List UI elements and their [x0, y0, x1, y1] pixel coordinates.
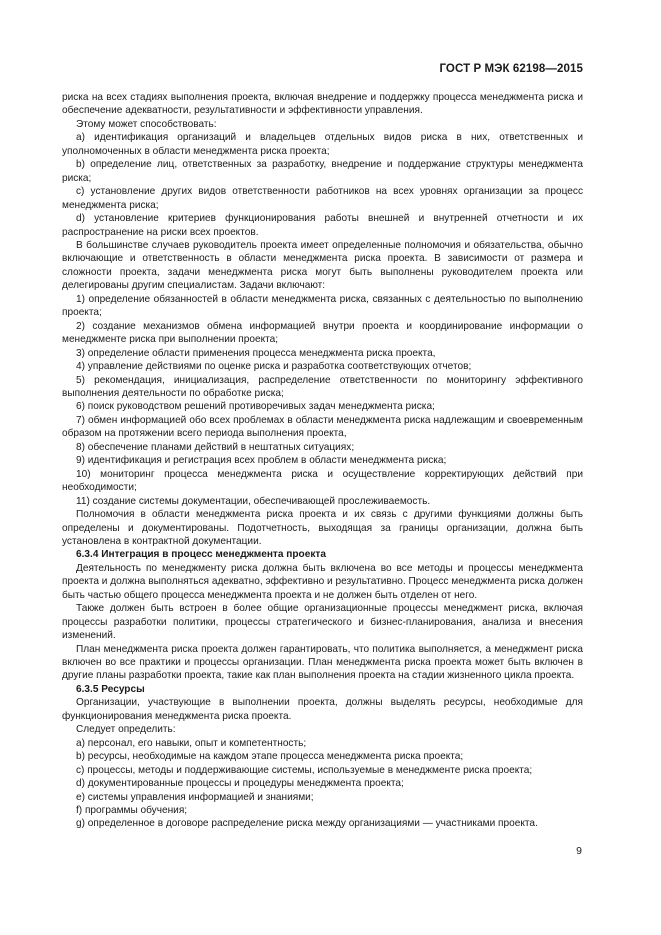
list-item: b) определение лиц, ответственных за разработку, внедрение и поддержание структуры менеджмента риска; [62, 159, 583, 184]
list-item: 10) мониторинг процесса менеджмента риска и осуществление корректирующих действий при необходимости; [62, 468, 583, 494]
list-item: b) ресурсы, необходимые на каждом этапе процесса менеджмента риска проекта; [76, 751, 464, 763]
list-item: 11) создание системы документации, обеспечивающей прослеживаемость. [76, 495, 431, 507]
paragraph: Также должен быть встроен в более общие организационные процессы менеджмент риска, включая процессы разработки политики, процессы стратегического и бизнес-планирования, анализа и внесения изменений. [62, 603, 583, 642]
paragraph-continuation: риска на всех стадиях выполнения проекта, включая внедрение и поддержку процесса менеджмента риска и обеспечение адекватности, результативности и эффективности управления. [62, 92, 583, 117]
list-item: d) установление критериев функционирования работы внешней и внутренней отчетности и их распространение на риски всех проектов. [62, 213, 583, 238]
list-item: 9) идентификация и регистрация всех проблем в области менеджмента риска; [76, 455, 447, 467]
list-item: 3) определение области применения процесса менеджмента риска проекта, [76, 347, 436, 359]
paragraph: Этому может способствовать: [76, 118, 217, 130]
list-item: 2) создание механизмов обмена информацией внутри проекта и координирование информации о менеджменте риска при выполнении проекта; [62, 320, 583, 346]
paragraph: Полномочия в области менеджмента риска проекта и их связь с другими функциями должны быть определены и документированы. Подотчетность, выходящая за границы организации, должна быть установлена в контрактной документации. [62, 509, 583, 547]
paragraph: Деятельность по менеджменту риска должна быть включена во все методы и процессы менеджмента проекта и должна выполняться адекватно, эффективно и результативно. Процесс менеджмента риска должен быть частью общего процесса менеджмента проекта и не должен быть отделен от него. [62, 562, 583, 601]
list-item: a) персонал, его навыки, опыт и компетентность; [76, 737, 307, 749]
list-item: c) установление других видов ответственности работников на всех уровнях организации за процесс менеджмента риска; [62, 186, 583, 211]
list-item: 4) управление действиями по оценке риска и разработка соответствующих отчетов; [76, 361, 472, 373]
list-item: g) определенное в договоре распределение риска между организациями — участниками проекта. [76, 818, 538, 830]
list-item: 7) обмен информацией обо всех проблемах в области менеджмента риска надлежащим и своевременным образом на протяжении всего периода выполнения проекта, [62, 414, 583, 440]
section-heading: 6.3.5 Ресурсы [76, 683, 145, 695]
section-heading: 6.3.4 Интеграция в процесс менеджмента проекта [76, 549, 326, 561]
list-item: f) программы обучения; [76, 805, 188, 817]
list-item: 5) рекомендация, инициализация, распределение ответственности по мониторингу эффективного выполнения деятельности по обработке риска; [62, 374, 583, 399]
list-item: e) системы управления информацией и знаниями; [76, 791, 314, 803]
body-text [62, 91, 583, 831]
list-item: 6) поиск руководством решений противоречивых задач менеджмента риска; [76, 401, 435, 413]
paragraph: В большинстве случаев руководитель проекта имеет определенные полномочия и обязательства, обычно включающие и ответственность в области менеджмента риска проекта. В зависимости от размера и сложности проекта, задачи менеджмента риска могут быть выполнены руководителем проекта или делегированы другим специалистам. Задачи включают: [62, 239, 583, 292]
list-item: d) документированные процессы и процедуры менеджмента проекта; [76, 778, 404, 790]
paragraph: Организации, участвующие в выполнении проекта, должны выделять ресурсы, необходимые для функционирования менеджмента риска проекта. [62, 697, 583, 722]
paragraph: План менеджмента риска проекта должен гарантировать, что политика выполняется, а менеджмент риска включен во все практики и процессы организации. План менеджмента риска проекта может быть включен в другие планы разработки проекта, такие как план выполнения проекта на стадии жизненного цикла проекта. [62, 643, 583, 682]
list-item: 8) обеспечение планами действий в нештатных ситуациях; [76, 441, 355, 453]
page-number: 9 [576, 845, 582, 857]
paragraph: Следует определить: [76, 724, 176, 736]
list-item: 1) определение обязанностей в области менеджмента риска, связанных с деятельностью по выполнению проекта; [62, 293, 583, 319]
standard-code: ГОСТ Р МЭК 62198—2015 [439, 63, 583, 75]
list-item: a) идентификация организаций и владельцев отдельных видов риска в них, ответственных и уполномоченных в области менеджмента риска проекта; [62, 132, 583, 157]
list-item: c) процессы, методы и поддерживающие системы, используемые в менеджменте риска проекта; [76, 764, 533, 776]
